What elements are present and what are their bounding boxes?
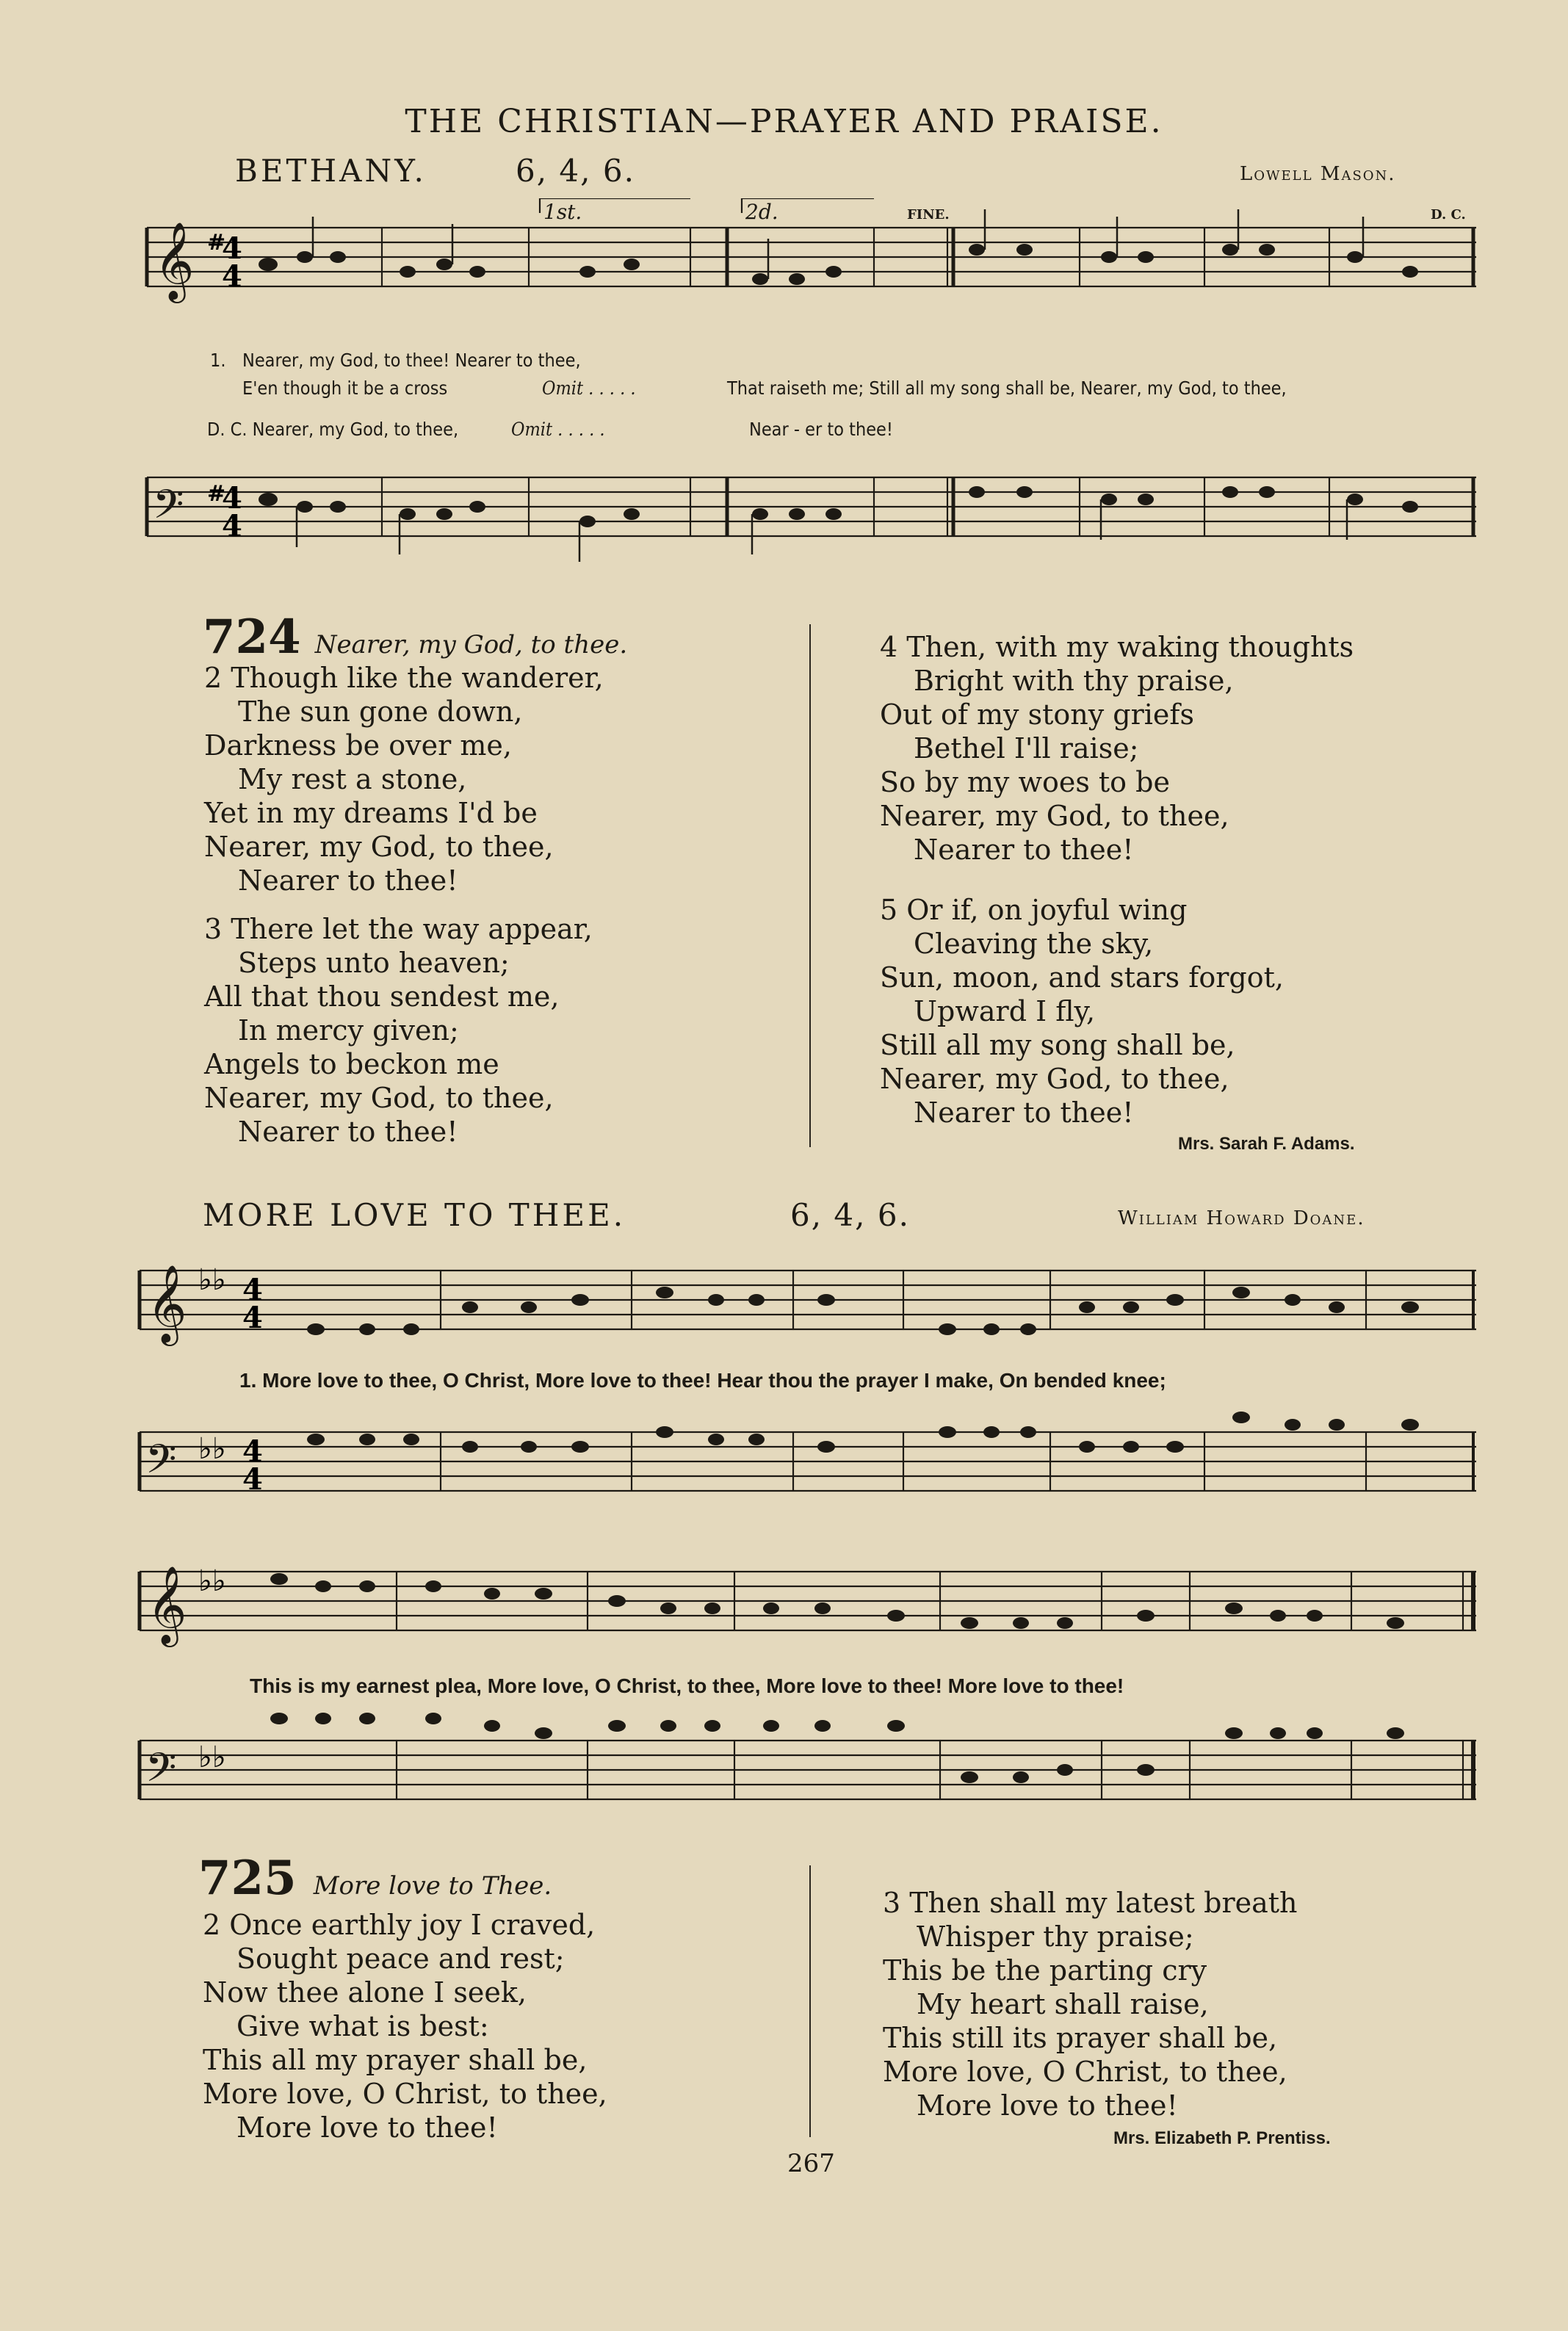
page-number: 267 bbox=[787, 2149, 835, 2178]
svg-text:𝄢: 𝄢 bbox=[145, 1744, 177, 1801]
underlay-verse-number: 1. bbox=[210, 350, 226, 371]
svg-text:♭♭: ♭♭ bbox=[198, 1741, 226, 1774]
svg-text:4: 4 bbox=[222, 231, 242, 266]
svg-text:4: 4 bbox=[222, 509, 242, 543]
score-more-love-bass-2 bbox=[132, 1704, 1484, 1836]
hymn-reference-725: More love to Thee. bbox=[313, 1871, 552, 1901]
column-rule-725 bbox=[809, 1865, 811, 2137]
tune-meter-more-love: 6, 4, 6. bbox=[790, 1197, 910, 1233]
stanza-725-3: 3 Then shall my latest breath Whisper thy praise; This be the parting cry My heart shall raise, This still its prayer shall be, More love, O Christ, to thee, More love to thee! bbox=[883, 1887, 1298, 2122]
hymn-number-724: 724 bbox=[203, 610, 301, 665]
tune-title-bethany: BETHANY. bbox=[235, 153, 427, 189]
underlay-omit-1: Omit . . . . . bbox=[542, 377, 636, 399]
underlay-line-b2: That raiseth me; Still all my song shall be, Nearer, my God, to thee, bbox=[727, 377, 1287, 399]
stanza-724-3: 3 There let the way appear, Steps unto heaven; All that thou sendest me, In mercy given; Angels to beckon me Nearer, my God, to thee, Nearer to thee! bbox=[204, 913, 593, 1148]
lyric-line-1: 1. More love to thee, O Christ, More love to thee! Hear thou the prayer I make, On bended knee; bbox=[239, 1369, 1166, 1392]
svg-text:𝄢: 𝄢 bbox=[153, 481, 184, 538]
svg-text:#: # bbox=[207, 481, 226, 507]
svg-text:♭♭: ♭♭ bbox=[198, 1564, 226, 1598]
second-ending-mark: 2d. bbox=[745, 200, 778, 224]
svg-text:♭♭: ♭♭ bbox=[198, 1263, 226, 1297]
author-724: Mrs. Sarah F. Adams. bbox=[1178, 1134, 1355, 1154]
composer-william-howard-doane: William Howard Doane. bbox=[1118, 1207, 1365, 1229]
composer-lowell-mason: Lowell Mason. bbox=[1240, 163, 1396, 185]
svg-text:𝄞: 𝄞 bbox=[147, 1565, 187, 1644]
svg-text:𝄞: 𝄞 bbox=[147, 1264, 187, 1342]
hymn-reference-724: Nearer, my God, to thee. bbox=[314, 630, 628, 659]
score-more-love-bass-1 bbox=[132, 1403, 1484, 1528]
column-rule-724 bbox=[809, 624, 811, 1147]
underlay-dc-end: Near - er to thee! bbox=[749, 419, 893, 440]
hymn-number-725: 725 bbox=[198, 1851, 297, 1906]
svg-text:4: 4 bbox=[222, 259, 242, 294]
svg-text:♭♭: ♭♭ bbox=[198, 1432, 226, 1466]
svg-text:4: 4 bbox=[222, 481, 242, 516]
underlay-line-a: Nearer, my God, to thee! Nearer to thee, bbox=[242, 350, 581, 371]
running-head: THE CHRISTIAN—PRAYER AND PRAISE. bbox=[405, 103, 1163, 140]
tune-meter-bethany: 6, 4, 6. bbox=[516, 153, 635, 189]
fine-mark: FINE. bbox=[907, 207, 950, 223]
first-ending-mark: 1st. bbox=[543, 200, 582, 224]
tune-title-more-love: MORE LOVE TO THEE. bbox=[203, 1197, 626, 1233]
svg-text:𝄢: 𝄢 bbox=[145, 1436, 177, 1492]
svg-text:4: 4 bbox=[242, 1434, 263, 1469]
svg-text:4: 4 bbox=[242, 1301, 263, 1335]
score-more-love-treble-1 bbox=[132, 1256, 1484, 1366]
underlay-dc-line: D. C. Nearer, my God, to thee, bbox=[207, 419, 459, 440]
stanza-725-2: 2 Once earthly joy I craved, Sought peace and rest; Now thee alone I seek, Give what is best: This all my prayer shall be, More love, O Christ, to thee, More love to thee! bbox=[203, 1909, 607, 2144]
svg-text:𝄞: 𝄞 bbox=[154, 221, 195, 300]
stanza-724-2: 2 Though like the wanderer, The sun gone down, Darkness be over me, My rest a stone, Yet in my dreams I'd be Nearer, my God, to thee, Nearer to thee! bbox=[204, 662, 604, 897]
stanza-724-4: 4 Then, with my waking thoughts Bright with thy praise, Out of my stony griefs Bethel I'll raise; So by my woes to be Nearer, my God, to thee, Nearer to thee! bbox=[880, 631, 1354, 866]
underlay-line-b1: E'en though it be a cross bbox=[242, 377, 448, 399]
score-bethany-treble bbox=[132, 198, 1484, 345]
author-725: Mrs. Elizabeth P. Prentiss. bbox=[1113, 2128, 1331, 2148]
dc-mark: D. C. bbox=[1431, 207, 1466, 223]
svg-text:4: 4 bbox=[242, 1273, 263, 1307]
svg-text:#: # bbox=[207, 230, 226, 256]
score-more-love-treble-2 bbox=[132, 1550, 1484, 1667]
underlay-omit-2: Omit . . . . . bbox=[511, 419, 605, 440]
score-bethany-bass bbox=[132, 455, 1484, 573]
svg-text:4: 4 bbox=[242, 1462, 263, 1497]
stanza-724-5: 5 Or if, on joyful wing Cleaving the sky, Sun, moon, and stars forgot, Upward I fly, Still all my song shall be, Nearer, my God, to thee, Nearer to thee! bbox=[880, 894, 1284, 1129]
lyric-line-2: This is my earnest plea, More love, O Christ, to thee, More love to thee! More love to thee! bbox=[250, 1674, 1124, 1697]
